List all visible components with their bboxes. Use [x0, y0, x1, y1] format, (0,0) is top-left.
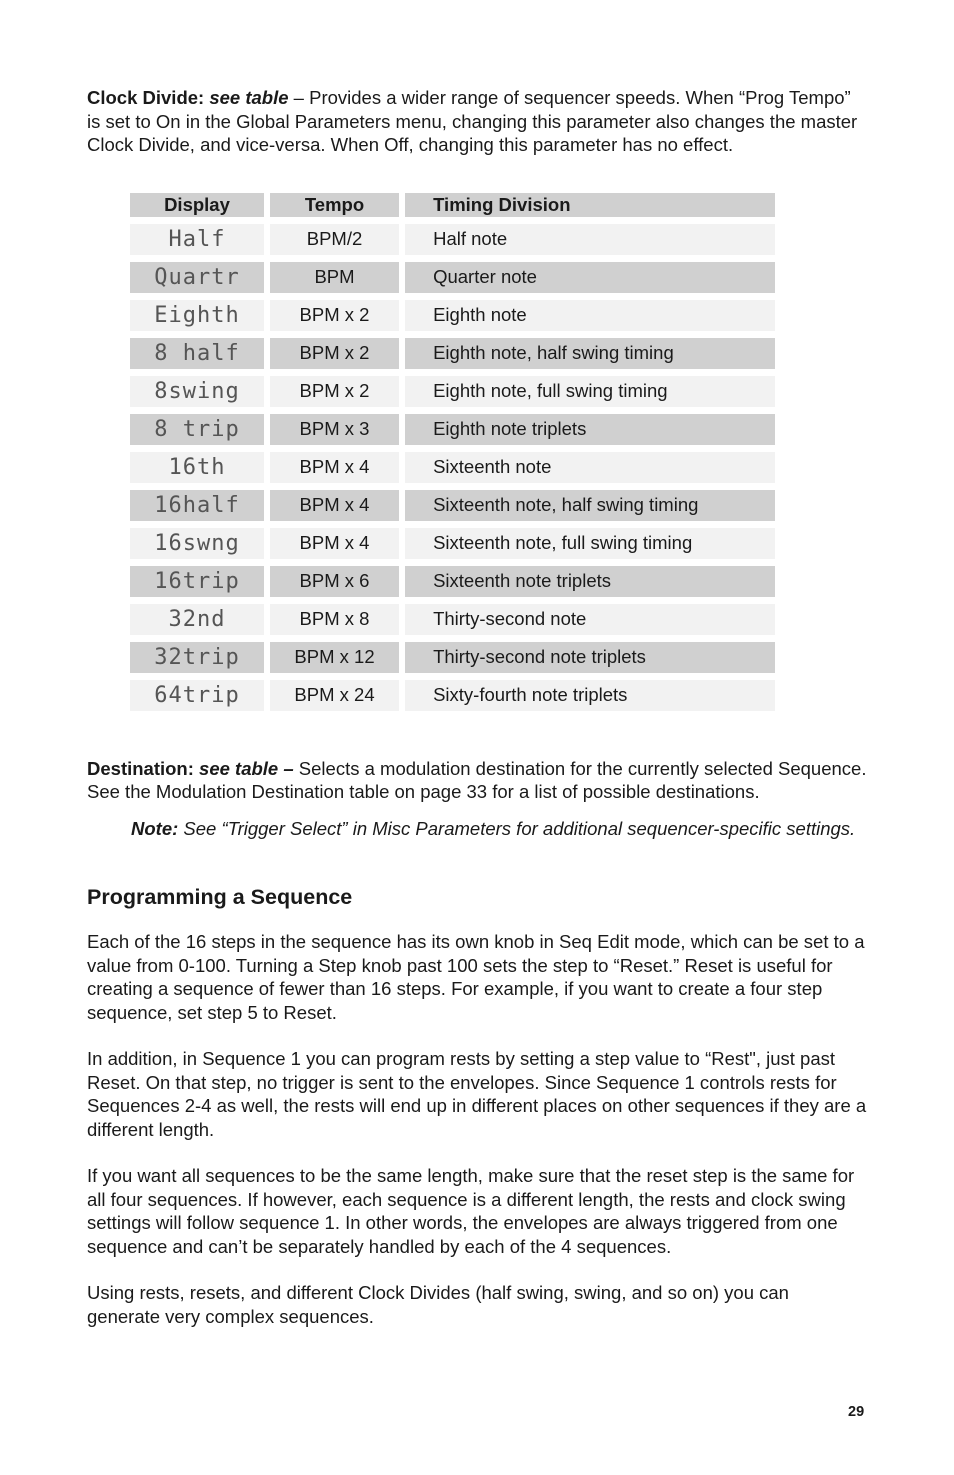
timing-cell: Sixty-fourth note triplets: [405, 673, 775, 711]
timing-cell: Sixteenth note, half swing timing: [405, 483, 775, 521]
table-row: [130, 369, 775, 407]
tempo-cell: BPM x 3: [270, 407, 399, 445]
table-row: [130, 407, 775, 445]
lcd-display-text: Eighth: [154, 302, 240, 328]
display-cell: [130, 331, 264, 369]
tempo-cell: BPM/2: [270, 217, 399, 255]
display-cell: [130, 255, 264, 293]
lcd-display-text: Quartr: [154, 264, 240, 290]
body-paragraph: In addition, in Sequence 1 you can program rests by setting a step value to “Rest", just past Reset. On that step, no trigger is sent to the envelopes. Since Sequence 1 controls rests for Sequences 2-4 as well, the rests will end up in different places on other sequences if they are a different length.: [87, 1048, 867, 1140]
timing-cell: Thirty-second note: [405, 597, 775, 635]
lcd-display-text: 64trip: [154, 682, 240, 708]
page-content: [87, 86, 867, 1328]
clock-divide-text: – Provides a wider range of sequencer speeds. When “Prog Tempo” is set to On in the Global Parameters menu, changing this parameter also changes the master Clock Divide, and vice-versa. When Off, changing this parameter has no effect.: [87, 87, 858, 155]
destination-text: Selects a modulation destination for the currently selected Sequence. See the Modulation Destination table on page 33 for a list of possible destinations.: [87, 757, 867, 802]
lcd-display-text: 16half: [154, 492, 240, 518]
destination-see-table: see table –: [199, 757, 294, 779]
table-header-row: [130, 193, 775, 217]
tempo-cell: BPM x 4: [270, 483, 399, 521]
clock-divide-label: Clock Divide:: [87, 87, 205, 108]
lcd-display-text: 32trip: [154, 644, 240, 670]
display-cell: [130, 369, 264, 407]
timing-cell: Eighth note triplets: [405, 407, 775, 445]
table-row: [130, 521, 775, 559]
display-cell: [130, 407, 264, 445]
tempo-cell: BPM: [270, 255, 399, 293]
display-cell: [130, 293, 264, 331]
timing-cell: Eighth note, half swing timing: [405, 331, 775, 369]
destination-paragraph: [87, 757, 867, 804]
timing-cell: Sixteenth note, full swing timing: [405, 521, 775, 559]
tempo-cell: BPM x 24: [270, 673, 399, 711]
table-row: [130, 331, 775, 369]
timing-cell: Sixteenth note triplets: [405, 559, 775, 597]
timing-cell: Sixteenth note: [405, 445, 775, 483]
display-cell: [130, 559, 264, 597]
tempo-cell: BPM x 4: [270, 445, 399, 483]
body-paragraph: Using rests, resets, and different Clock Divides (half swing, swing, and so on) you can generate very complex sequences.: [87, 1282, 789, 1327]
display-cell: [130, 217, 264, 255]
note-text: See “Trigger Select” in Misc Parameters for additional sequencer-specific settings.: [178, 817, 856, 839]
timing-cell: Half note: [405, 217, 775, 255]
tempo-cell: BPM x 2: [270, 369, 399, 407]
header-timing-division: Timing Division: [405, 193, 775, 217]
clock-divide-paragraph: [87, 86, 867, 157]
tempo-cell: BPM x 12: [270, 635, 399, 673]
table-row: [130, 635, 775, 673]
table-row: [130, 559, 775, 597]
lcd-display-text: 32nd: [168, 606, 226, 632]
display-cell: [130, 445, 264, 483]
timing-cell: Eighth note, full swing timing: [405, 369, 775, 407]
table-row: [130, 597, 775, 635]
lcd-display-text: 16trip: [154, 568, 240, 594]
table-row: [130, 483, 775, 521]
table-row: [130, 673, 775, 711]
tempo-cell: BPM x 6: [270, 559, 399, 597]
tempo-cell: BPM x 2: [270, 293, 399, 331]
clock-divide-table: [130, 193, 781, 711]
note-label: Note:: [131, 817, 179, 839]
lcd-display-text: Half: [168, 226, 226, 252]
display-cell: [130, 483, 264, 521]
table-body: [130, 217, 775, 711]
timing-cell: Eighth note: [405, 293, 775, 331]
table-row: [130, 445, 775, 483]
header-tempo: Tempo: [270, 193, 399, 217]
table-row: [130, 255, 775, 293]
lcd-display-text: 16swng: [154, 530, 240, 556]
body-paragraph: Each of the 16 steps in the sequence has its own knob in Seq Edit mode, which can be set to a value from 0-100. Turning a Step knob past 100 sets the step to “Reset.” Reset is useful for creating a sequence of fewer than 16 steps. For example, if you want to create a four step sequence, set step 5 to Reset.: [87, 931, 865, 1023]
display-cell: [130, 597, 264, 635]
tempo-cell: BPM x 8: [270, 597, 399, 635]
lcd-display-text: 8 trip: [154, 416, 240, 442]
timing-cell: Quarter note: [405, 255, 775, 293]
display-cell: [130, 673, 264, 711]
lcd-display-text: 16th: [168, 454, 226, 480]
destination-label: Destination:: [87, 757, 194, 779]
lcd-display-text: 8 half: [154, 340, 240, 366]
section-title: Programming a Sequence: [87, 885, 353, 909]
lcd-display-text: 8swing: [154, 378, 240, 404]
note-paragraph: [131, 817, 867, 841]
table-row: [130, 217, 775, 255]
display-cell: [130, 521, 264, 559]
header-display: Display: [130, 193, 264, 217]
tempo-cell: BPM x 2: [270, 331, 399, 369]
display-cell: [130, 635, 264, 673]
timing-cell: Thirty-second note triplets: [405, 635, 775, 673]
clock-divide-see-table: see table: [209, 87, 289, 108]
page-number: 29: [848, 1404, 865, 1420]
tempo-cell: BPM x 4: [270, 521, 399, 559]
table-row: [130, 293, 775, 331]
body-paragraph: If you want all sequences to be the same length, make sure that the reset step is the same for all four sequences. If however, each sequence is a different length, the rests and clock swing settings will follow sequence 1. In other words, the envelopes are always triggered from one sequence and can’t be separately handled by each of the 4 sequences.: [87, 1165, 855, 1257]
